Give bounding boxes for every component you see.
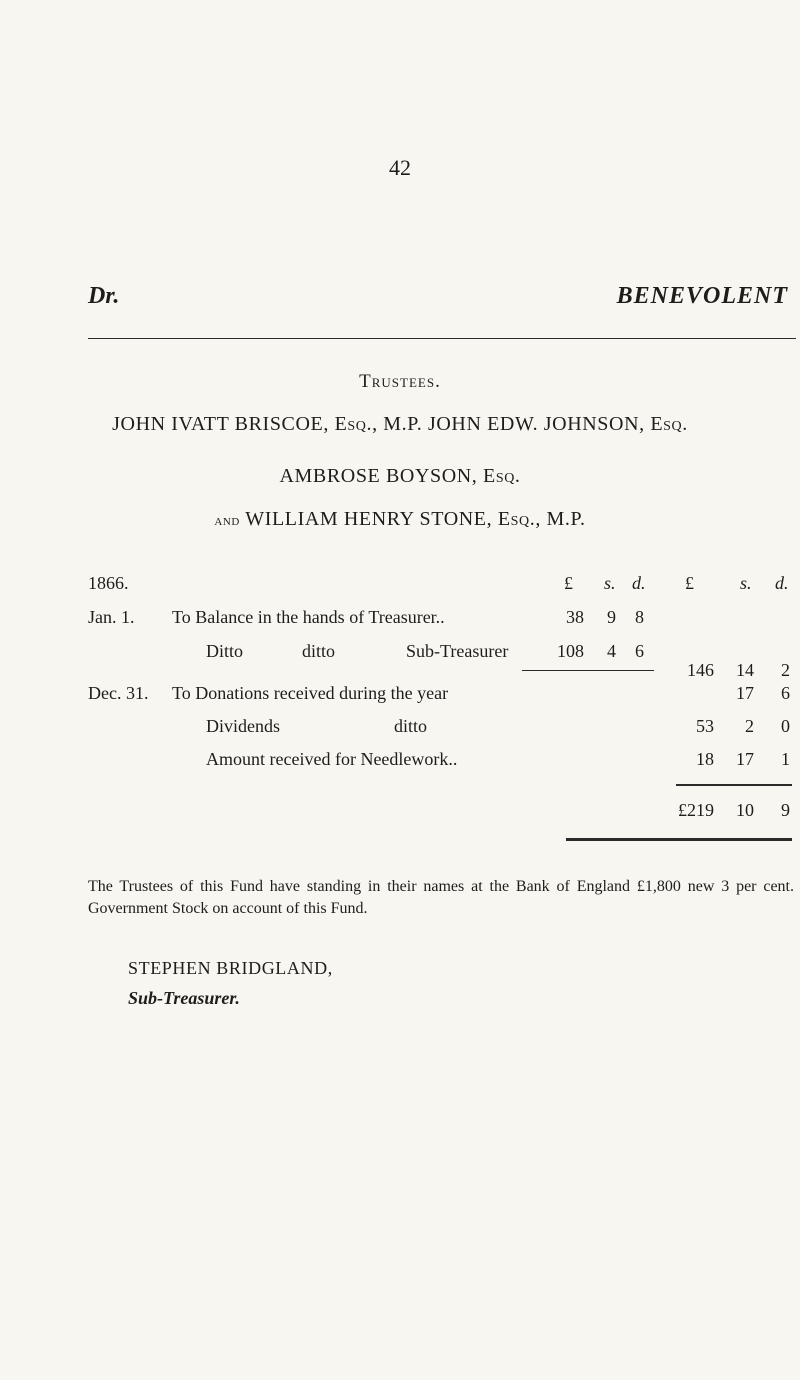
- row-amount-pence: 8: [635, 607, 644, 627]
- trustee-name: JOHN IVATT BRISCOE,: [112, 413, 329, 435]
- trustees-heading: Trustees.: [359, 371, 441, 392]
- row-total-pence: 6: [781, 683, 790, 703]
- grand-total-pounds: £219: [678, 800, 714, 820]
- trustee-line-2: [0, 465, 800, 488]
- grand-total-pence: 9: [781, 800, 790, 820]
- row-description: Ditto: [206, 641, 244, 661]
- row-total-pounds: 18: [696, 749, 714, 769]
- trustee-line-3: [0, 508, 800, 531]
- row-description-end: Sub-Treasurer: [406, 641, 509, 661]
- row-total-shillings: 17: [736, 749, 754, 769]
- trustees-note: The Trustees of this Fund have standing in their names at the Bank of England £1,800 new 3 per cent. Government Stock on account of this Fund.: [88, 878, 794, 917]
- trustee-title: Esq., M.P.: [497, 508, 586, 530]
- row-amount-pounds: 108: [557, 641, 584, 661]
- page-number: 42: [389, 155, 411, 180]
- header-title: BENEVOLENT: [616, 283, 788, 309]
- col-header-shillings: s.: [604, 573, 616, 593]
- row-total-pence: 0: [781, 716, 790, 736]
- trustee-title: Esq.: [483, 465, 521, 487]
- signature-name: STEPHEN BRIDGLAND,: [128, 958, 333, 978]
- col-header-pounds: £: [564, 573, 573, 593]
- trustee-title: Esq.: [650, 413, 688, 435]
- trustee-conjunction: and: [214, 512, 240, 529]
- subtotal-shillings: 14: [736, 660, 754, 680]
- row-total-shillings: 2: [745, 716, 754, 736]
- row-amount-shillings: 9: [607, 607, 616, 627]
- trustee-line-1: [0, 413, 800, 436]
- row-date: Dec. 31.: [88, 683, 149, 703]
- row-description: To Donations received during the year: [172, 683, 449, 703]
- header-debit-label: Dr.: [88, 283, 120, 309]
- row-total-pounds: 53: [696, 716, 714, 736]
- grand-total-shillings: 10: [736, 800, 754, 820]
- ledger-year: 1866.: [88, 573, 129, 593]
- trustee-title: Esq., M.P.: [334, 413, 423, 435]
- signature-title: Sub-Treasurer.: [128, 988, 240, 1008]
- subtotal-pounds: 146: [687, 660, 714, 680]
- total-rule: [676, 784, 792, 786]
- row-description-mid: ditto: [302, 641, 336, 661]
- row-description-mid: ditto: [394, 716, 428, 736]
- row-description: Dividends: [206, 716, 280, 736]
- header-rule: [88, 338, 796, 339]
- row-amount-pence: 6: [635, 641, 644, 661]
- row-amount-shillings: 4: [607, 641, 616, 661]
- col-header-total-shillings: s.: [740, 573, 752, 593]
- trustee-name: AMBROSE BOYSON,: [279, 465, 478, 487]
- row-description: Amount received for Needlework..: [206, 749, 458, 769]
- col-header-total-pounds: £: [685, 573, 694, 593]
- row-date: Jan. 1.: [88, 607, 135, 627]
- closing-rule: [566, 838, 792, 841]
- col-header-pence: d.: [632, 573, 646, 593]
- subtotal-rule: [522, 670, 654, 671]
- col-header-total-pence: d.: [775, 573, 789, 593]
- row-total-shillings: 17: [736, 683, 754, 703]
- trustee-name: JOHN EDW. JOHNSON,: [427, 413, 645, 435]
- row-amount-pounds: 38: [566, 607, 584, 627]
- trustee-name: WILLIAM HENRY STONE,: [245, 508, 493, 530]
- subtotal-pence: 2: [781, 660, 790, 680]
- row-description: To Balance in the hands of Treasurer..: [172, 607, 445, 627]
- row-total-pence: 1: [781, 749, 790, 769]
